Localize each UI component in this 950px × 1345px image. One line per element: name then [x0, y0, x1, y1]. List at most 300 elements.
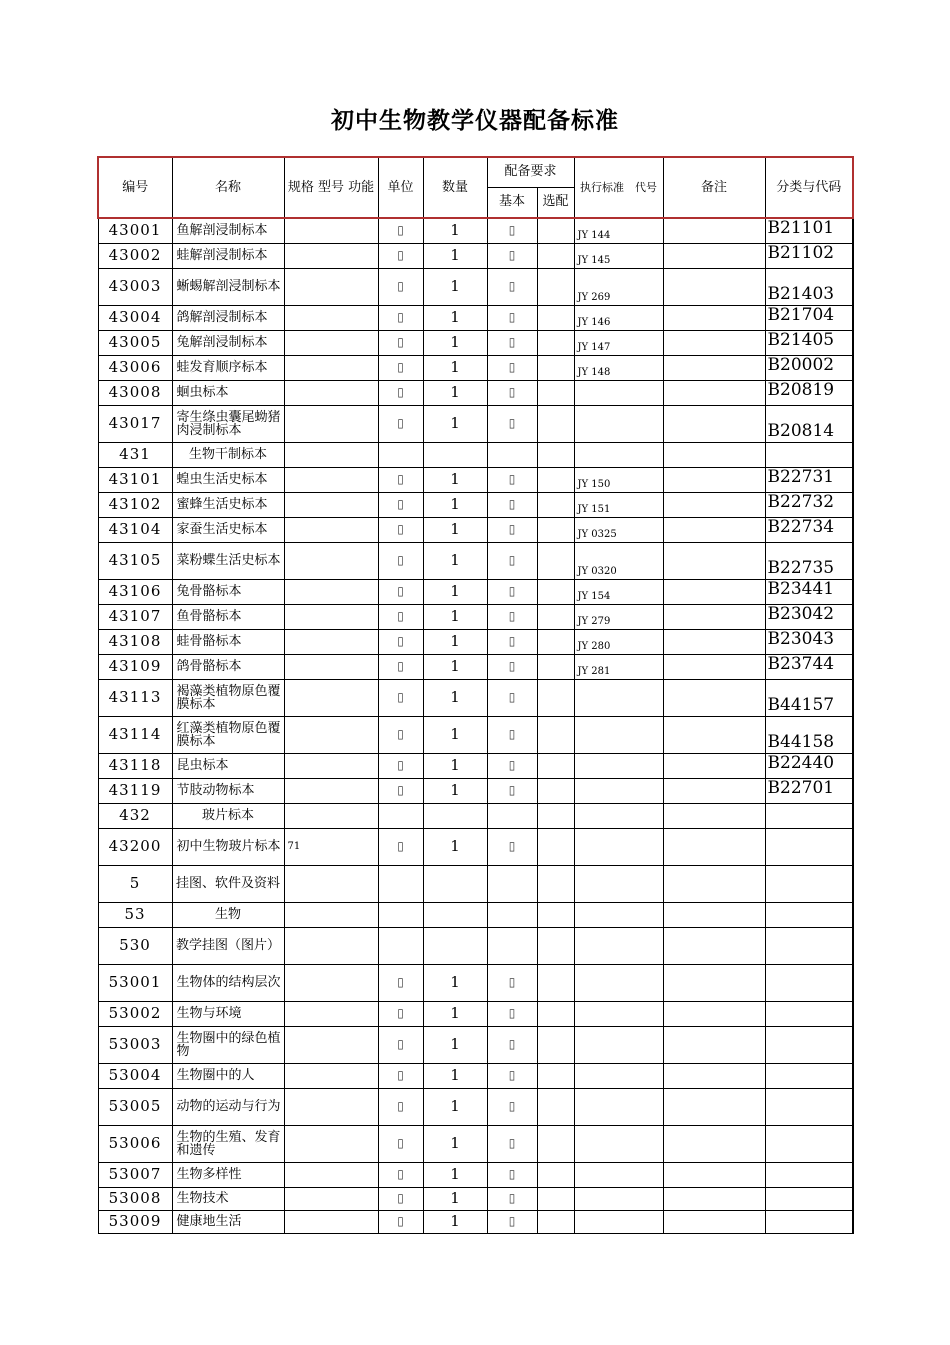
row-basic [487, 579, 537, 604]
row-name [172, 1210, 284, 1233]
header-no: 编号 [98, 157, 172, 218]
placeholder-glyph-icon: ▯ [508, 385, 516, 399]
row-name-text: 生物干制标本 [188, 447, 267, 462]
row-note [663, 964, 765, 1001]
row-optional [537, 1162, 574, 1187]
row-number [98, 467, 172, 492]
table-row [98, 629, 853, 654]
row-quantity [423, 1063, 487, 1088]
row-code [765, 218, 853, 243]
row-note [663, 753, 765, 778]
table-row [98, 1001, 853, 1026]
row-quantity [423, 902, 487, 927]
row-standard [574, 542, 663, 579]
row-name [172, 679, 284, 716]
row-number [98, 828, 172, 865]
row-optional [537, 778, 574, 803]
row-name-text: 鸽解剖浸制标本 [176, 310, 268, 325]
row-number [98, 1026, 172, 1063]
row-standard [574, 1125, 663, 1162]
placeholder-glyph-icon: ▯ [397, 758, 404, 772]
row-basic [487, 964, 537, 1001]
placeholder-glyph-icon: ▯ [397, 1214, 404, 1228]
placeholder-glyph-icon: ▯ [397, 975, 404, 989]
table-row [98, 716, 853, 753]
row-quantity [423, 828, 487, 865]
row-code [765, 355, 853, 380]
row-optional [537, 679, 574, 716]
row-standard [574, 1187, 663, 1210]
row-number [98, 1187, 172, 1210]
row-quantity-text: 1 [450, 277, 460, 295]
row-number [98, 778, 172, 803]
row-code-text: B22701 [767, 778, 835, 798]
placeholder-glyph-icon: ▯ [508, 584, 516, 598]
row-note [663, 1001, 765, 1026]
row-number [98, 492, 172, 517]
row-unit [378, 964, 423, 1001]
row-unit [378, 654, 423, 679]
row-standard-text: JY 147 [577, 341, 611, 353]
row-name [172, 629, 284, 654]
row-spec [284, 405, 378, 442]
row-optional [537, 268, 574, 305]
row-unit [378, 629, 423, 654]
row-note [663, 828, 765, 865]
row-spec [284, 305, 378, 330]
row-basic [487, 517, 537, 542]
row-name [172, 865, 284, 902]
row-number-text: 53006 [108, 1134, 162, 1152]
row-standard [574, 517, 663, 542]
row-unit [378, 803, 423, 828]
table-row [98, 927, 853, 964]
row-code [765, 1026, 853, 1063]
row-number [98, 1063, 172, 1088]
row-quantity [423, 405, 487, 442]
row-quantity-text: 1 [450, 973, 460, 991]
row-note [663, 654, 765, 679]
row-code [765, 1001, 853, 1026]
table-row [98, 330, 853, 355]
row-quantity [423, 778, 487, 803]
placeholder-glyph-icon: ▯ [397, 335, 404, 349]
row-code-text: B22440 [767, 753, 835, 773]
table-row [98, 604, 853, 629]
placeholder-glyph-icon: ▯ [508, 279, 516, 293]
row-spec [284, 964, 378, 1001]
placeholder-glyph-icon: ▯ [397, 609, 404, 623]
placeholder-glyph-icon: ▯ [397, 1099, 404, 1113]
row-name-text: 生物 [214, 907, 241, 922]
row-optional [537, 517, 574, 542]
row-number-text: 43114 [108, 725, 162, 743]
row-number-text: 432 [119, 806, 151, 824]
row-name-text: 节肢动物标本 [176, 783, 255, 798]
row-code [765, 268, 853, 305]
row-note [663, 1088, 765, 1125]
placeholder-glyph-icon: ▯ [397, 472, 404, 486]
row-name [172, 803, 284, 828]
row-note [663, 1162, 765, 1187]
row-number [98, 654, 172, 679]
placeholder-glyph-icon: ▯ [508, 1037, 516, 1051]
row-basic [487, 542, 537, 579]
row-quantity-text: 1 [450, 657, 460, 675]
row-name-text: 生物圈中的人 [176, 1068, 255, 1083]
row-quantity-text: 1 [450, 1097, 460, 1115]
row-unit [378, 1088, 423, 1125]
row-standard-text: JY 148 [577, 366, 611, 378]
table-row [98, 405, 853, 442]
placeholder-glyph-icon: ▯ [508, 659, 516, 673]
header-unit: 单位 [378, 157, 423, 218]
row-number-text: 43001 [108, 221, 162, 240]
row-spec [284, 629, 378, 654]
placeholder-glyph-icon: ▯ [397, 783, 404, 797]
row-unit [378, 330, 423, 355]
table-row [98, 1125, 853, 1162]
row-optional [537, 716, 574, 753]
row-number [98, 753, 172, 778]
row-name-text: 生物体的结构层次 [176, 975, 281, 990]
row-name-text: 生物与环境 [176, 1006, 242, 1021]
row-quantity [423, 1125, 487, 1162]
header-name: 名称 [172, 157, 284, 218]
row-number [98, 517, 172, 542]
row-name [172, 330, 284, 355]
row-unit [378, 1210, 423, 1233]
row-code [765, 517, 853, 542]
row-code [765, 1210, 853, 1233]
row-basic [487, 654, 537, 679]
row-standard [574, 442, 663, 467]
header-spec: 规格 型号 功能 [284, 157, 378, 218]
row-optional [537, 828, 574, 865]
row-standard [574, 753, 663, 778]
placeholder-glyph-icon: ▯ [397, 1191, 404, 1205]
row-code-text: B22735 [767, 557, 835, 578]
row-basic [487, 1162, 537, 1187]
row-quantity-text: 1 [450, 837, 460, 855]
row-name-text: 蛙解剖浸制标本 [176, 248, 268, 263]
row-standard [574, 380, 663, 405]
row-optional [537, 218, 574, 243]
row-spec [284, 604, 378, 629]
row-standard [574, 778, 663, 803]
row-note [663, 716, 765, 753]
row-quantity [423, 629, 487, 654]
row-unit [378, 1162, 423, 1187]
row-standard [574, 629, 663, 654]
row-name [172, 243, 284, 268]
row-name-text: 玻片标本 [201, 808, 254, 823]
row-name-text: 蛙骨骼标本 [176, 634, 242, 649]
row-name-text: 生物的生殖、发育和遗传 [176, 1129, 281, 1158]
row-standard [574, 467, 663, 492]
placeholder-glyph-icon: ▯ [508, 472, 516, 486]
row-standard-text: JY 0325 [577, 528, 617, 540]
row-spec [284, 492, 378, 517]
row-basic [487, 330, 537, 355]
row-number [98, 927, 172, 964]
row-basic [487, 355, 537, 380]
row-quantity-text: 1 [450, 756, 460, 774]
row-number [98, 716, 172, 753]
table-row [98, 828, 853, 865]
row-number-text: 43004 [108, 308, 162, 326]
row-name [172, 1026, 284, 1063]
row-quantity [423, 467, 487, 492]
row-number [98, 1088, 172, 1125]
placeholder-glyph-icon: ▯ [397, 634, 404, 648]
row-name [172, 305, 284, 330]
table-row [98, 380, 853, 405]
row-standard [574, 1001, 663, 1026]
placeholder-glyph-icon: ▯ [508, 553, 516, 567]
row-standard [574, 330, 663, 355]
row-name [172, 542, 284, 579]
placeholder-glyph-icon: ▯ [397, 385, 404, 399]
row-unit [378, 679, 423, 716]
row-basic [487, 865, 537, 902]
row-quantity [423, 1210, 487, 1233]
row-quantity-text: 1 [450, 358, 460, 376]
placeholder-glyph-icon: ▯ [397, 360, 404, 374]
row-standard [574, 355, 663, 380]
placeholder-glyph-icon: ▯ [397, 1167, 404, 1181]
table-row [98, 1063, 853, 1088]
row-unit [378, 492, 423, 517]
row-quantity [423, 964, 487, 1001]
row-note [663, 305, 765, 330]
row-quantity [423, 716, 487, 753]
row-standard [574, 927, 663, 964]
row-name [172, 1001, 284, 1026]
table-row [98, 1187, 853, 1210]
header-code: 分类与代码 [765, 157, 853, 218]
row-number-text: 43006 [108, 358, 162, 376]
row-standard-text: JY 279 [577, 615, 611, 627]
row-code [765, 803, 853, 828]
table-row [98, 964, 853, 1001]
placeholder-glyph-icon: ▯ [508, 522, 516, 536]
row-spec [284, 1187, 378, 1210]
table-row [98, 803, 853, 828]
row-name [172, 964, 284, 1001]
row-basic [487, 380, 537, 405]
row-spec [284, 380, 378, 405]
placeholder-glyph-icon: ▯ [397, 248, 404, 262]
row-unit [378, 902, 423, 927]
row-note [663, 902, 765, 927]
row-standard [574, 268, 663, 305]
row-standard [574, 1088, 663, 1125]
row-code [765, 1125, 853, 1162]
row-spec-text: 71 [287, 841, 301, 852]
row-quantity [423, 218, 487, 243]
row-name [172, 716, 284, 753]
row-spec [284, 927, 378, 964]
row-quantity-text: 1 [450, 781, 460, 799]
row-spec [284, 1125, 378, 1162]
placeholder-glyph-icon: ▯ [508, 497, 516, 511]
row-quantity-text: 1 [450, 607, 460, 625]
row-code [765, 964, 853, 1001]
table-row [98, 778, 853, 803]
placeholder-glyph-icon: ▯ [397, 839, 404, 853]
row-note [663, 1063, 765, 1088]
table-row [98, 1026, 853, 1063]
row-note [663, 579, 765, 604]
row-spec [284, 828, 378, 865]
row-standard [574, 1026, 663, 1063]
row-standard [574, 1063, 663, 1088]
row-spec [284, 442, 378, 467]
row-quantity [423, 927, 487, 964]
row-code [765, 753, 853, 778]
row-basic [487, 803, 537, 828]
row-quantity-text: 1 [450, 1035, 460, 1053]
row-quantity [423, 1026, 487, 1063]
row-standard [574, 828, 663, 865]
row-quantity [423, 865, 487, 902]
row-note [663, 218, 765, 243]
row-basic [487, 1026, 537, 1063]
row-code [765, 380, 853, 405]
row-code [765, 629, 853, 654]
row-name-text: 初中生物玻片标本 [176, 839, 281, 854]
row-standard [574, 964, 663, 1001]
row-standard-text: JY 281 [577, 665, 611, 677]
row-basic [487, 1210, 537, 1233]
row-quantity [423, 355, 487, 380]
table-row [98, 1162, 853, 1187]
row-name-text: 动物的运动与行为 [176, 1099, 281, 1114]
row-name [172, 927, 284, 964]
row-name-text: 寄生绦虫囊尾蚴猪肉浸制标本 [176, 409, 281, 438]
row-optional [537, 442, 574, 467]
row-name-text: 健康地生活 [176, 1214, 242, 1229]
row-spec [284, 1063, 378, 1088]
row-basic [487, 1088, 537, 1125]
row-number-text: 43101 [108, 470, 162, 488]
row-code-text: B23744 [767, 654, 835, 674]
row-quantity [423, 803, 487, 828]
row-unit [378, 579, 423, 604]
row-spec [284, 778, 378, 803]
row-code-text: B21102 [767, 243, 835, 263]
row-unit [378, 305, 423, 330]
row-name-text: 蜥蜴解剖浸制标本 [176, 279, 281, 294]
table-row [98, 542, 853, 579]
row-basic [487, 604, 537, 629]
row-number [98, 964, 172, 1001]
row-quantity-text: 1 [450, 333, 460, 351]
placeholder-glyph-icon: ▯ [508, 839, 516, 853]
placeholder-glyph-icon: ▯ [397, 497, 404, 511]
table-row [98, 654, 853, 679]
row-quantity [423, 243, 487, 268]
row-number-text: 43102 [108, 495, 162, 513]
row-quantity [423, 517, 487, 542]
row-code [765, 865, 853, 902]
row-code [765, 1187, 853, 1210]
table-row [98, 355, 853, 380]
row-quantity-text: 1 [450, 1066, 460, 1084]
row-unit [378, 218, 423, 243]
row-standard [574, 218, 663, 243]
header-standard: 执行标准 代号 [574, 157, 663, 218]
placeholder-glyph-icon: ▯ [508, 727, 516, 741]
row-number-text: 53001 [108, 973, 162, 991]
row-number-text: 43104 [108, 520, 162, 538]
row-unit [378, 243, 423, 268]
row-note [663, 442, 765, 467]
row-spec [284, 679, 378, 716]
row-quantity [423, 305, 487, 330]
row-spec [284, 1088, 378, 1125]
row-number [98, 1001, 172, 1026]
row-basic [487, 927, 537, 964]
row-optional [537, 654, 574, 679]
table-row [98, 1210, 853, 1233]
row-optional [537, 629, 574, 654]
row-quantity [423, 1187, 487, 1210]
row-code-text: B44157 [767, 694, 835, 715]
row-name [172, 753, 284, 778]
placeholder-glyph-icon: ▯ [397, 659, 404, 673]
row-spec [284, 355, 378, 380]
table-row [98, 492, 853, 517]
row-unit [378, 542, 423, 579]
row-standard-text: JY 154 [577, 590, 611, 602]
row-standard [574, 1162, 663, 1187]
row-code [765, 828, 853, 865]
row-standard [574, 716, 663, 753]
row-spec [284, 803, 378, 828]
table-row [98, 467, 853, 492]
row-code-text: B21704 [767, 305, 835, 325]
row-name [172, 902, 284, 927]
row-optional [537, 542, 574, 579]
row-number-text: 43003 [108, 277, 162, 295]
row-number-text: 43002 [108, 246, 162, 264]
row-optional [537, 1210, 574, 1233]
table-row [98, 218, 853, 243]
row-name [172, 828, 284, 865]
row-quantity-text: 1 [450, 308, 460, 326]
row-name-text: 蝗虫生活史标本 [176, 472, 268, 487]
row-optional [537, 803, 574, 828]
row-spec [284, 1026, 378, 1063]
row-code-text: B23043 [767, 629, 835, 649]
row-number [98, 579, 172, 604]
placeholder-glyph-icon: ▯ [397, 1068, 404, 1082]
page-title: 初中生物教学仪器配备标准 [331, 107, 619, 134]
row-code [765, 405, 853, 442]
row-name-text: 生物技术 [176, 1191, 229, 1206]
row-note [663, 517, 765, 542]
row-optional [537, 355, 574, 380]
row-standard-text: JY 146 [577, 316, 611, 328]
placeholder-glyph-icon: ▯ [397, 584, 404, 598]
row-quantity [423, 679, 487, 716]
row-unit [378, 467, 423, 492]
row-optional [537, 1088, 574, 1125]
row-code-text: B22732 [767, 492, 835, 512]
row-basic [487, 1187, 537, 1210]
